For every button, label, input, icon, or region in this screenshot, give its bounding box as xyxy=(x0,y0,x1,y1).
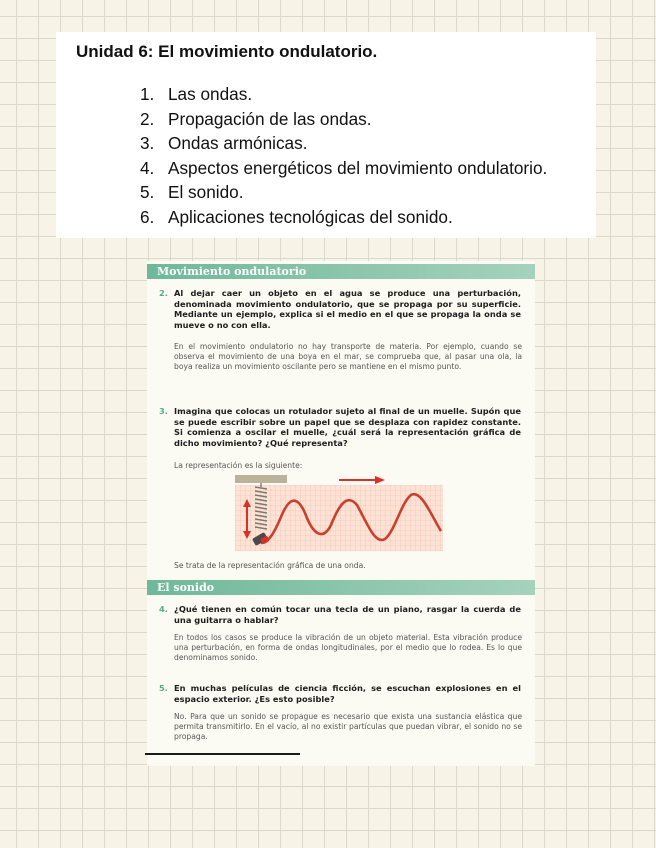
wave-diagram xyxy=(235,475,443,553)
paper-motion-arrow-head xyxy=(375,476,385,484)
topic-item: 4. Aspectos energéticos del movimiento ondulatorio. xyxy=(140,157,548,178)
section-title-sonido: El sonido xyxy=(147,580,535,595)
answer-3-outro: Se trata de la representación gráfica de una onda. xyxy=(174,561,366,570)
topic-item: 1. Las ondas. xyxy=(140,84,253,104)
answer-4: En todos los casos se produce la vibración de un objeto material. Esta vibración produce una perturbación, en forma de ondas longitudinales, por el medio que lo rodea. Es lo que denominamos sonido. xyxy=(174,633,522,662)
answer-3-intro: La representación es la siguiente: xyxy=(174,461,303,470)
question-3: 3. Imagina que colocas un rotulador sujeto al final de un muelle. Supón que se puede escribir sobre un papel que se desplaza con rapidez constante. Si comienza a oscilar el muelle, ¿cuál será la representación gráfica de dicho movimiento? ¿Qué representa? xyxy=(159,406,521,448)
question-5: 5. En muchas películas de ciencia ficción, se escuchan explosiones en el espacio exterior. ¿Es esto posible? xyxy=(159,683,521,704)
topic-item: 6. Aplicaciones tecnológicas del sonido. xyxy=(140,206,453,227)
section-title-movimiento: Movimiento ondulatorio xyxy=(147,264,535,279)
answer-5: No. Para que un sonido se propague es necesario que exista una sustancia elástica que permita transmitirlo. En el vacío, al no existir partículas que puedan vibrar, el sonido no se propaga. xyxy=(174,712,522,741)
question-2: 2. Al dejar caer un objeto en el agua se produce una perturbación, denominada movimiento ondulatorio, que se propaga por su superficie. Mediante un ejemplo, explica si el medio en el que se propaga la onda se mueve o no con ella. xyxy=(159,288,521,330)
unit-title: Unidad 6: El movimiento ondulatorio. xyxy=(76,42,378,61)
question-4: 4. ¿Qué tienen en común tocar una tecla de un piano, rasgar la cuerda de una guitarra o hablar? xyxy=(159,604,521,625)
topic-item: 3. Ondas armónicas. xyxy=(140,133,308,153)
textbook-excerpt xyxy=(147,261,535,766)
unit-header-card xyxy=(56,32,596,238)
answer-2: En el movimiento ondulatorio no hay transporte de materia. Por ejemplo, cuando se observa el movimiento de una boya en el mar, se comprueba que, al pasar una ola, la boya realiza un movimiento oscilante pero se mantiene en el mismo punto. xyxy=(174,342,522,371)
topic-item: 2. Propagación de las ondas. xyxy=(140,108,372,129)
topic-list xyxy=(140,82,547,229)
topic-item: 5. El sonido. xyxy=(140,182,244,202)
spring-support xyxy=(235,475,287,483)
pen-underline-mark xyxy=(145,753,300,755)
